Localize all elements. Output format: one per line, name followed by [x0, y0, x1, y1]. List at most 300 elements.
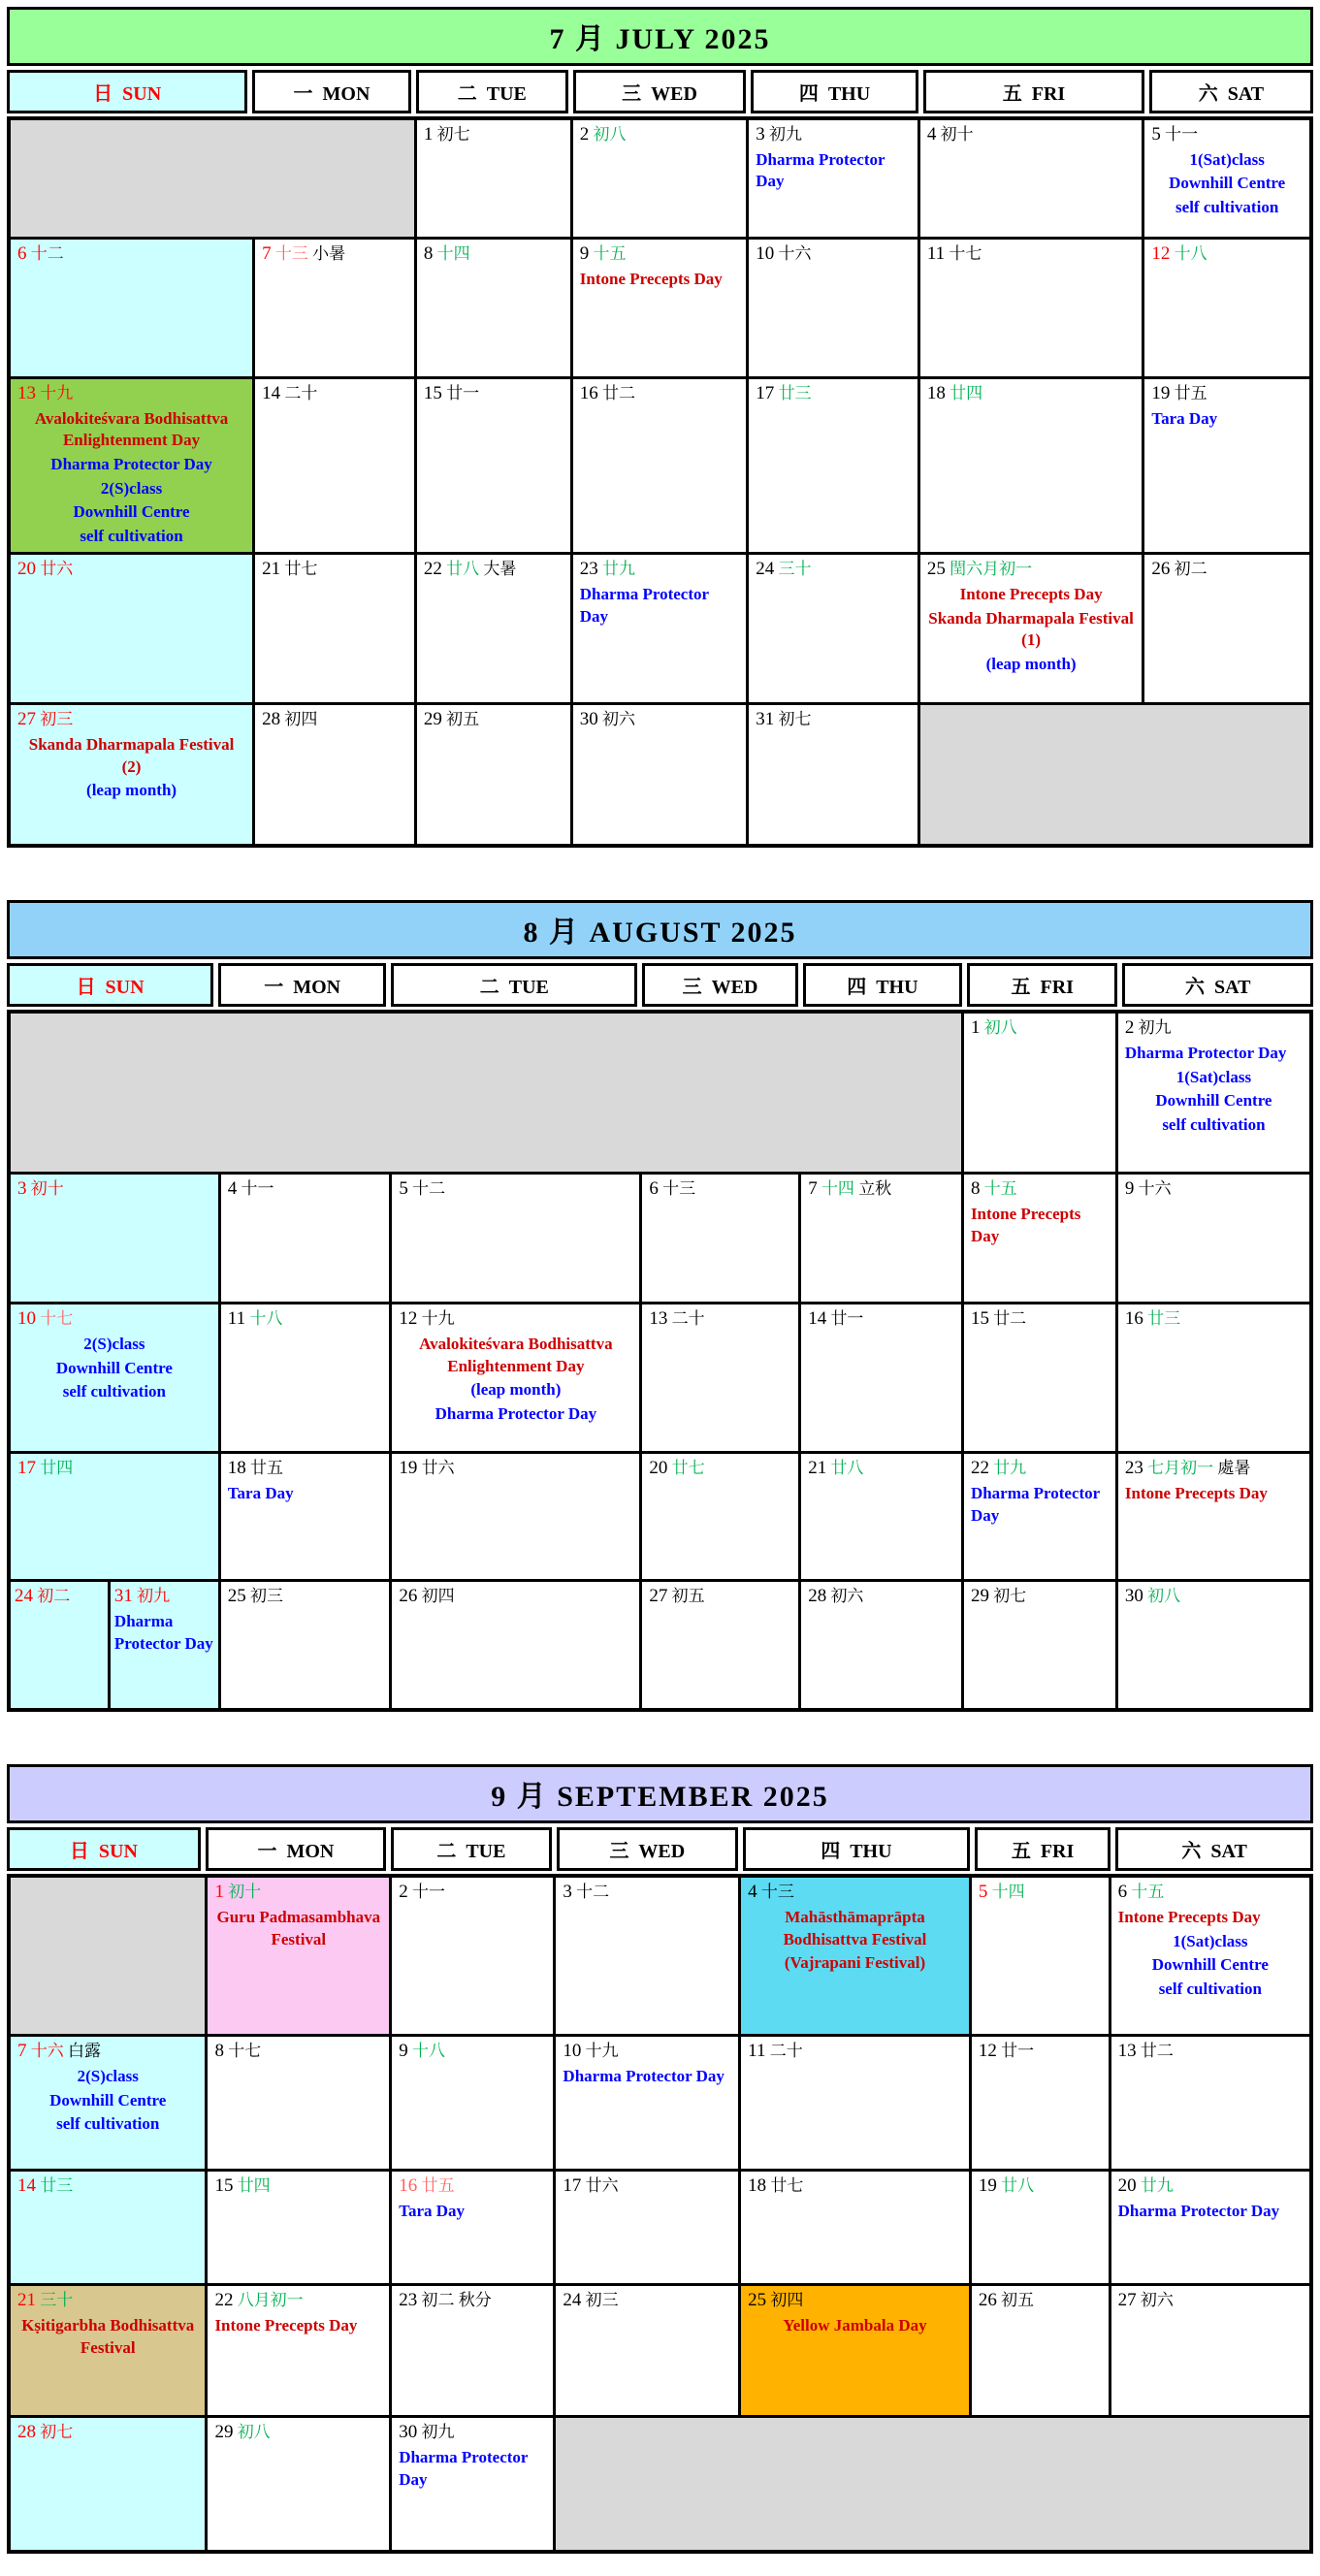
date-and-lunar-line — [1125, 1585, 1303, 1609]
date-and-lunar-line — [808, 1177, 954, 1202]
empty-cell — [11, 1014, 961, 1172]
lunar-date: 初七 — [36, 2423, 74, 2442]
day-cell-september-19 — [972, 2172, 1109, 2283]
day-cell-august-18 — [221, 1454, 390, 1579]
gregorian-date: 25 — [926, 559, 946, 580]
gregorian-date: 30 — [1124, 1586, 1143, 1607]
lunar-date: 廿六 — [36, 560, 74, 579]
weekday-header-wed: 三 WED — [642, 963, 797, 1007]
day-cell-july-1 — [417, 120, 570, 237]
lunar-date: 十一 — [237, 1179, 274, 1199]
day-cell-august-22 — [964, 1454, 1115, 1579]
weekday-header-wed: 三 WED — [557, 1827, 738, 1871]
day-cell-august-9 — [1118, 1175, 1309, 1302]
lunar-date: 廿九 — [988, 1459, 1027, 1478]
lunar-date: 十一 — [1160, 125, 1199, 144]
gregorian-date: 2 — [399, 1882, 408, 1903]
event-label: Tara Day — [227, 1484, 294, 1503]
gregorian-date: 16 — [579, 383, 598, 403]
lunar-date: 初三 — [36, 710, 74, 729]
gregorian-date: 31 — [756, 709, 775, 730]
day-cell-july-4 — [920, 120, 1143, 237]
date-and-lunar-line — [748, 2289, 962, 2313]
event-label: (leap month) — [470, 1380, 562, 1400]
date-and-lunar-line — [17, 1307, 211, 1332]
day-cell-july-2 — [573, 120, 746, 237]
day-cell-september-17 — [556, 2172, 738, 2283]
lunar-date: 廿九 — [1136, 2176, 1174, 2196]
date-and-lunar-line — [1118, 2040, 1303, 2064]
day-cell-august-20 — [642, 1454, 798, 1579]
lunar-date: 初七 — [774, 710, 812, 729]
lunar-date: 十八 — [1170, 244, 1207, 263]
day-cell-july-16 — [573, 379, 746, 552]
day-cell-september-18 — [741, 2172, 969, 2283]
event-label: Skanda Dharmapala Festival (1) — [928, 608, 1134, 650]
day-cell-july-30 — [573, 705, 746, 844]
day-cell-july-23 — [573, 555, 746, 702]
day-cell-july-31 — [749, 705, 918, 844]
lunar-date: 廿九 — [597, 560, 636, 579]
gregorian-date: 5 — [1151, 124, 1161, 145]
day-cell-august-7 — [801, 1175, 961, 1302]
date-and-lunar-line — [1151, 242, 1303, 267]
event-label: Intone Precepts Day — [970, 1205, 1081, 1245]
date-and-lunar-line — [563, 1881, 731, 1905]
date-and-lunar-line — [979, 1881, 1102, 1905]
weekday-header-fri: 五 FRI — [967, 963, 1117, 1007]
date-and-lunar-line — [971, 1177, 1109, 1202]
lunar-date: 初七 — [433, 125, 470, 144]
solar-term: 大暑 — [479, 560, 517, 579]
gregorian-date: 21 — [262, 559, 281, 580]
day-cell-july-9 — [573, 240, 746, 376]
day-cell-september-27 — [1111, 2286, 1309, 2415]
day-cell-august-4 — [221, 1175, 390, 1302]
day-cell-august-16 — [1118, 1304, 1309, 1451]
event-label: 2(S)class — [77, 2067, 139, 2086]
gregorian-date: 26 — [1151, 559, 1171, 580]
lunar-date: 初三 — [581, 2291, 619, 2310]
date-and-lunar-line — [563, 2289, 731, 2313]
day-cell-september-2 — [392, 1878, 553, 2034]
gregorian-date: 3 — [17, 1178, 27, 1200]
date-and-lunar-line — [756, 242, 911, 267]
event-label: Dharma Protector Day — [970, 1484, 1100, 1525]
date-and-lunar-line — [649, 1457, 791, 1481]
lunar-date: 廿二 — [1136, 2042, 1174, 2061]
day-cell-august-24 — [11, 1582, 108, 1708]
event-label: Dharma Protector Day — [756, 149, 885, 191]
gregorian-date: 3 — [756, 124, 765, 145]
day-cell-july-13 — [11, 379, 252, 552]
gregorian-date: 8 — [970, 1178, 981, 1200]
gregorian-date: 20 — [1117, 2175, 1137, 2197]
day-cell-august-26 — [392, 1582, 639, 1708]
gregorian-date: 22 — [214, 2290, 234, 2311]
day-cell-july-19 — [1144, 379, 1309, 552]
event-label: Downhill Centre — [1151, 1955, 1269, 1975]
day-cell-september-15 — [208, 2172, 389, 2283]
lunar-date: 初十 — [936, 125, 974, 144]
event-label: Avalokiteśvara Bodhisattva Enlightenment Day — [419, 1335, 613, 1375]
day-cell-august-30 — [1118, 1582, 1309, 1708]
gregorian-date: 28 — [262, 709, 281, 730]
gregorian-date: 24 — [756, 559, 775, 580]
date-and-lunar-line — [927, 382, 1136, 406]
month-grid-august — [7, 1010, 1313, 1712]
month-july — [7, 7, 1313, 848]
date-and-lunar-line — [808, 1307, 954, 1332]
date-and-lunar-line — [214, 2421, 382, 2445]
day-cell-august-11 — [221, 1304, 390, 1451]
lunar-date: 三十 — [36, 2291, 74, 2310]
date-and-lunar-line — [563, 2040, 731, 2064]
day-cell-august-24 — [11, 1582, 218, 1708]
gregorian-date: 1 — [970, 1017, 981, 1039]
gregorian-date: 20 — [17, 559, 36, 580]
day-cell-september-28 — [11, 2418, 205, 2550]
weekday-header-sat: 六 SAT — [1122, 963, 1313, 1007]
date-and-lunar-line — [927, 558, 1136, 582]
day-cell-july-6 — [11, 240, 252, 376]
date-and-lunar-line — [214, 2174, 382, 2199]
day-cell-september-29 — [208, 2418, 389, 2550]
event-label: self cultivation — [80, 526, 183, 545]
day-cell-july-11 — [920, 240, 1143, 376]
day-cell-august-14 — [801, 1304, 961, 1451]
date-and-lunar-line — [580, 242, 739, 267]
gregorian-date: 6 — [649, 1178, 659, 1200]
date-and-lunar-line — [399, 2289, 546, 2313]
lunar-date: 初二 — [417, 2291, 455, 2310]
date-and-lunar-line — [262, 558, 407, 582]
lunar-date: 初五 — [667, 1587, 705, 1606]
day-cell-july-7 — [255, 240, 414, 376]
day-cell-august-23 — [1118, 1454, 1309, 1579]
day-cell-july-20 — [11, 555, 252, 702]
date-and-lunar-line — [1125, 1457, 1303, 1481]
event-label: Tara Day — [399, 2202, 466, 2221]
gregorian-date: 9 — [1124, 1178, 1135, 1200]
lunar-date: 十四 — [987, 1883, 1025, 1902]
lunar-date: 廿三 — [774, 384, 812, 402]
gregorian-date: 18 — [227, 1458, 246, 1479]
gregorian-date: 31 — [113, 1586, 133, 1607]
lunar-date: 初十 — [26, 1179, 64, 1199]
day-cell-august-12 — [392, 1304, 639, 1451]
gregorian-date: 13 — [17, 383, 36, 403]
event-label: Dharma Protector Day — [113, 1612, 213, 1653]
gregorian-date: 5 — [978, 1882, 988, 1903]
lunar-date: 廿三 — [36, 2176, 74, 2196]
gregorian-date: 2 — [579, 124, 590, 145]
date-and-lunar-line — [756, 123, 911, 147]
lunar-date: 初八 — [1143, 1587, 1181, 1606]
weekday-header-sun: 日 SUN — [7, 1827, 201, 1871]
gregorian-date: 12 — [1151, 243, 1171, 264]
gregorian-date: 12 — [399, 1308, 418, 1330]
event-label: Downhill Centre — [73, 502, 190, 522]
gregorian-date: 29 — [423, 709, 442, 730]
lunar-date: 十一 — [407, 1883, 445, 1902]
weekday-header-sun: 日 SUN — [7, 963, 213, 1007]
lunar-date: 初八 — [233, 2423, 271, 2442]
date-and-lunar-line — [424, 382, 563, 406]
gregorian-date: 5 — [399, 1178, 408, 1200]
day-cell-august-21 — [801, 1454, 961, 1579]
date-and-lunar-line — [1125, 1307, 1303, 1332]
gregorian-date: 13 — [649, 1308, 668, 1330]
gregorian-date: 6 — [17, 243, 27, 264]
day-cell-august-17 — [11, 1454, 218, 1579]
date-and-lunar-line — [1118, 2289, 1303, 2313]
date-and-lunar-line — [214, 2040, 382, 2064]
day-cell-august-13 — [642, 1304, 798, 1451]
gregorian-date: 15 — [423, 383, 442, 403]
date-and-lunar-line — [424, 708, 563, 732]
date-and-lunar-line — [399, 1177, 632, 1202]
event-label: 1(Sat)class — [1173, 1931, 1248, 1950]
gregorian-date: 14 — [262, 383, 281, 403]
lunar-date: 廿二 — [597, 384, 636, 402]
day-cell-july-24 — [749, 555, 918, 702]
gregorian-date: 9 — [399, 2041, 408, 2062]
gregorian-date: 23 — [579, 559, 598, 580]
day-cell-july-27 — [11, 705, 252, 844]
gregorian-date: 30 — [579, 709, 598, 730]
gregorian-date: 10 — [756, 243, 775, 264]
empty-cell — [11, 120, 414, 237]
date-and-lunar-line — [649, 1585, 791, 1609]
lunar-date: 初十 — [223, 1883, 262, 1902]
day-cell-september-10 — [556, 2037, 738, 2169]
lunar-date: 初五 — [996, 2291, 1035, 2310]
event-label: Intone Precepts Day — [1117, 1908, 1261, 1927]
day-cell-august-25 — [221, 1582, 390, 1708]
date-and-lunar-line — [1118, 2174, 1303, 2199]
day-cell-august-10 — [11, 1304, 218, 1451]
date-and-lunar-line — [748, 2040, 962, 2064]
gregorian-date: 18 — [748, 2175, 767, 2197]
gregorian-date: 15 — [970, 1308, 989, 1330]
gregorian-date: 11 — [748, 2041, 766, 2062]
gregorian-date: 23 — [1124, 1458, 1143, 1479]
event-label: Intone Precepts Day — [1124, 1484, 1268, 1503]
gregorian-date: 22 — [970, 1458, 989, 1479]
date-and-lunar-line — [399, 2040, 546, 2064]
gregorian-date: 21 — [808, 1458, 827, 1479]
lunar-date: 初九 — [764, 125, 802, 144]
date-and-lunar-line — [228, 1307, 383, 1332]
lunar-date: 初九 — [417, 2423, 455, 2442]
day-cell-august-28 — [801, 1582, 961, 1708]
event-label: Dharma Protector Day — [579, 585, 709, 626]
lunar-date: 廿五 — [245, 1459, 284, 1478]
lunar-date: 廿一 — [826, 1309, 864, 1329]
lunar-date: 廿七 — [667, 1459, 705, 1478]
event-label: Downhill Centre — [49, 2090, 167, 2109]
day-cell-july-18 — [920, 379, 1143, 552]
day-cell-september-20 — [1111, 2172, 1309, 2283]
date-and-lunar-line — [399, 1881, 546, 1905]
gregorian-date: 3 — [563, 1882, 572, 1903]
day-cell-september-3 — [556, 1878, 738, 2034]
event-label: (Vajrapani Festival) — [784, 1953, 926, 1973]
lunar-date: 廿五 — [1170, 384, 1207, 402]
date-and-lunar-line — [399, 1585, 632, 1609]
lunar-date: 十六 — [1134, 1179, 1172, 1199]
date-and-lunar-line — [808, 1457, 954, 1481]
lunar-date: 初九 — [132, 1587, 171, 1606]
gregorian-date: 25 — [227, 1586, 246, 1607]
lunar-date: 初八 — [589, 125, 627, 144]
lunar-date: 初三 — [245, 1587, 284, 1606]
lunar-date: 初四 — [280, 710, 318, 729]
day-cell-july-22 — [417, 555, 570, 702]
lunar-date: 廿七 — [280, 560, 318, 579]
gregorian-date: 1 — [214, 1882, 224, 1903]
day-cell-july-10 — [749, 240, 918, 376]
weekday-header-tue: 二 TUE — [391, 963, 637, 1007]
lunar-date: 初八 — [980, 1018, 1017, 1038]
date-and-lunar-line — [756, 708, 911, 732]
event-label: Tara Day — [1151, 408, 1218, 428]
solar-term: 處暑 — [1213, 1459, 1251, 1478]
date-and-lunar-line — [228, 1177, 383, 1202]
date-and-lunar-line — [563, 2174, 731, 2199]
event-label: 2(S)class — [100, 478, 163, 498]
date-and-lunar-line — [1151, 558, 1303, 582]
gregorian-date: 14 — [17, 2175, 36, 2197]
gregorian-date: 19 — [978, 2175, 997, 2197]
day-cell-july-12 — [1144, 240, 1309, 376]
day-cell-july-14 — [255, 379, 414, 552]
weekday-header-thu: 四 THU — [743, 1827, 970, 1871]
day-cell-september-5 — [972, 1878, 1109, 2034]
lunar-date: 十四 — [817, 1179, 854, 1199]
date-and-lunar-line — [399, 1307, 632, 1332]
day-cell-july-17 — [749, 379, 918, 552]
lunar-date: 三十 — [774, 560, 812, 579]
lunar-date: 十九 — [417, 1309, 455, 1329]
lunar-date: 十二 — [407, 1179, 446, 1199]
weekday-header-wed: 三 WED — [573, 70, 746, 113]
lunar-date: 初二 — [1170, 560, 1207, 579]
lunar-date: 十三 — [658, 1179, 696, 1199]
lunar-date: 初六 — [597, 710, 636, 729]
event-label: self cultivation — [56, 2114, 160, 2134]
date-and-lunar-line — [399, 2421, 546, 2445]
lunar-date: 十三 — [757, 1883, 794, 1902]
date-and-lunar-line — [399, 2174, 546, 2199]
lunar-date: 廿四 — [233, 2176, 271, 2196]
day-cell-september-22 — [208, 2286, 389, 2415]
gregorian-date: 29 — [970, 1586, 989, 1607]
date-and-lunar-line — [262, 382, 407, 406]
day-cell-september-9 — [392, 2037, 553, 2169]
day-cell-july-8 — [417, 240, 570, 376]
gregorian-date: 28 — [808, 1586, 827, 1607]
day-cell-september-21 — [11, 2286, 205, 2415]
date-and-lunar-line — [399, 1457, 632, 1481]
weekday-header-mon: 一 MON — [206, 1827, 386, 1871]
day-cell-september-26 — [972, 2286, 1109, 2415]
lunar-date: 閏六月初一 — [945, 560, 1033, 579]
event-label: Mahāsthāmaprāpta Bodhisattva Festival — [783, 1908, 927, 1948]
day-cell-august-15 — [964, 1304, 1115, 1451]
day-cell-july-15 — [417, 379, 570, 552]
date-and-lunar-line — [17, 382, 245, 406]
lunar-date: 廿一 — [996, 2042, 1035, 2061]
date-and-lunar-line — [17, 2289, 198, 2313]
date-and-lunar-line — [17, 2421, 198, 2445]
day-cell-september-30 — [392, 2418, 553, 2550]
gregorian-date: 1 — [423, 124, 434, 145]
lunar-date: 初五 — [441, 710, 480, 729]
lunar-date: 十五 — [1127, 1883, 1165, 1902]
date-and-lunar-line — [756, 382, 911, 406]
date-and-lunar-line — [17, 558, 245, 582]
day-cell-september-8 — [208, 2037, 389, 2169]
date-and-lunar-line — [114, 1585, 214, 1609]
event-label: self cultivation — [1162, 1114, 1266, 1134]
gregorian-date: 15 — [214, 2175, 234, 2197]
date-and-lunar-line — [424, 123, 563, 147]
lunar-date: 廿二 — [988, 1309, 1027, 1329]
day-cell-september-11 — [741, 2037, 969, 2169]
gregorian-date: 25 — [748, 2290, 767, 2311]
event-label: Dharma Protector Day — [1124, 1044, 1287, 1063]
date-and-lunar-line — [262, 708, 407, 732]
gregorian-date: 11 — [227, 1308, 246, 1330]
solar-term: 立秋 — [853, 1179, 892, 1199]
gregorian-date: 17 — [17, 1458, 36, 1479]
date-and-lunar-line — [971, 1307, 1109, 1332]
date-and-lunar-line — [927, 123, 1136, 147]
day-cell-september-14 — [11, 2172, 205, 2283]
event-label: 2(S)class — [83, 1335, 145, 1354]
gregorian-date: 9 — [579, 243, 590, 264]
date-and-lunar-line — [17, 708, 245, 732]
month-september — [7, 1764, 1313, 2554]
date-and-lunar-line — [971, 1016, 1109, 1041]
date-and-lunar-line — [228, 1585, 383, 1609]
event-label: Dharma Protector Day — [1117, 2202, 1280, 2221]
day-cell-july-25 — [920, 555, 1143, 702]
gregorian-date: 21 — [17, 2290, 36, 2311]
event-label: Dharma Protector Day — [399, 2448, 529, 2489]
lunar-date: 十九 — [36, 384, 74, 402]
gregorian-date: 26 — [399, 1586, 418, 1607]
date-and-lunar-line — [17, 242, 245, 267]
date-and-lunar-line — [214, 1881, 382, 1905]
lunar-date: 二十 — [280, 384, 318, 402]
gregorian-date: 4 — [748, 1882, 757, 1903]
event-label: Dharma Protector Day — [435, 1403, 597, 1423]
lunar-date: 十四 — [433, 244, 470, 263]
date-and-lunar-line — [971, 1585, 1109, 1609]
gregorian-date: 16 — [399, 2175, 418, 2197]
month-grid-july — [7, 116, 1313, 848]
day-cell-august-8 — [964, 1175, 1115, 1302]
lunar-date: 初七 — [988, 1587, 1027, 1606]
gregorian-date: 7 — [808, 1178, 818, 1200]
date-and-lunar-line — [424, 242, 563, 267]
lunar-date: 廿八 — [826, 1459, 864, 1478]
gregorian-date: 10 — [17, 1308, 36, 1330]
event-label: Kṣitigarbha Bodhisattva Festival — [21, 2316, 195, 2357]
